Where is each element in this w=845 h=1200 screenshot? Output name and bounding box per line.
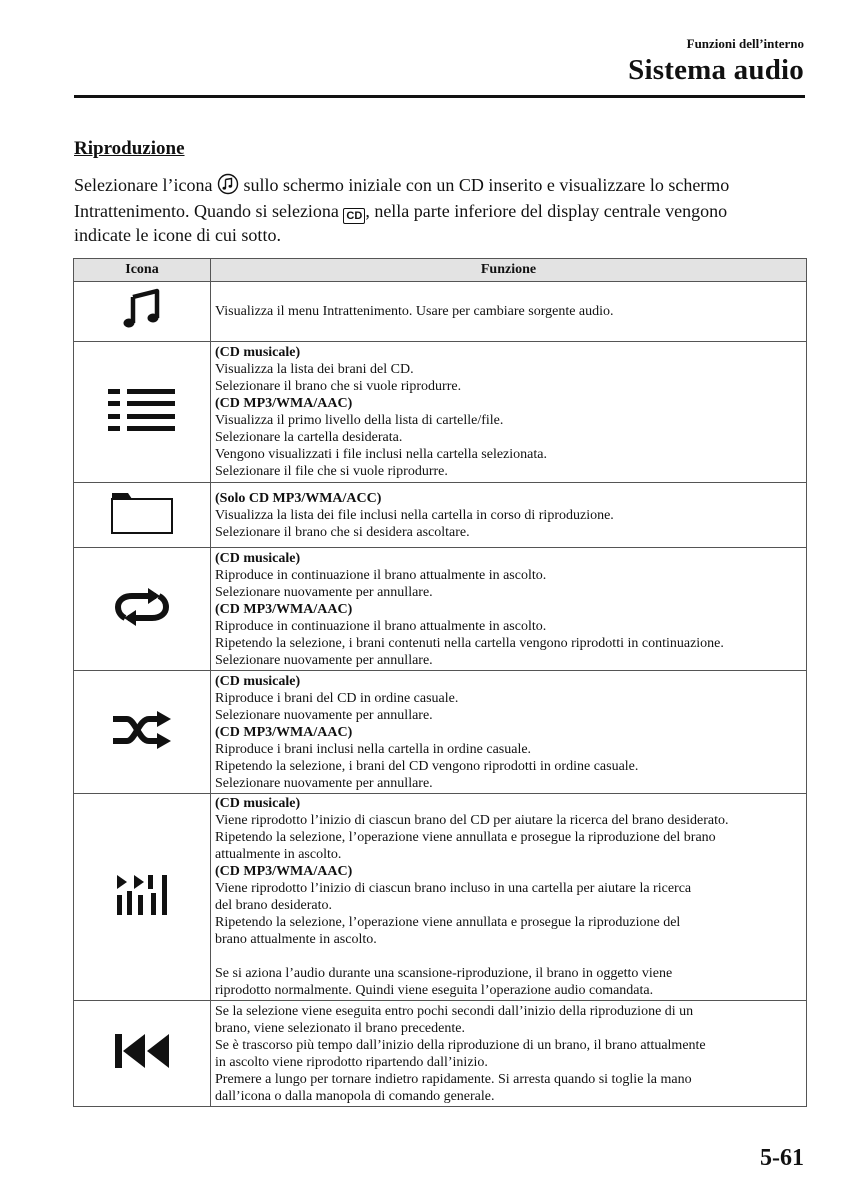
function-text: Selezionare il brano che si vuole riprodurre. [215, 379, 462, 394]
function-text: Selezionare nuovamente per annullare. [215, 707, 433, 723]
intro-line-1 [74, 173, 814, 200]
function-text: Visualizza il menu Intrattenimento. Usare per cambiare sorgente audio. [215, 304, 614, 319]
function-text: Selezionare nuovamente per annullare. [215, 652, 433, 668]
function-text: Riproduce i brani inclusi nella cartella in ordine casuale. [215, 741, 532, 757]
scan-icon [114, 906, 170, 921]
header-section-label: Funzioni dell’interno [686, 36, 804, 51]
intro-line-3: indicate le icone di cui sotto. [74, 225, 281, 245]
function-text: Selezionare nuovamente per annullare. [215, 584, 433, 600]
function-text: (CD MP3/WMA/AAC) [215, 864, 353, 879]
function-text: Se si aziona l’audio durante una scansione-riproduzione, il brano in oggetto viene [215, 966, 673, 981]
function-text: Viene riprodotto l’inizio di ciascun brano incluso in una cartella per aiutare la ricerca [215, 881, 692, 896]
function-text: (CD MP3/WMA/AAC) [215, 724, 353, 740]
function-text: dall’icona o dalla manopola di comando generale. [215, 1088, 495, 1104]
repeat-icon [112, 616, 172, 631]
function-text: del brano desiderato. [215, 898, 333, 913]
table-row [74, 282, 807, 342]
table-header-row [74, 259, 807, 282]
function-text: (CD musicale) [215, 796, 301, 811]
header-rule [74, 95, 805, 98]
music-note-icon [120, 320, 164, 335]
skip-back-icon [113, 1059, 171, 1074]
table-header-function: Funzione [211, 259, 807, 282]
function-text: Vengono visualizzati i file inclusi nella cartella selezionata. [215, 447, 547, 462]
function-text: Ripetendo la selezione, i brani del CD vengono riprodotti in ordine casuale. [215, 758, 639, 774]
table-row [74, 671, 807, 794]
function-text: Visualizza la lista dei brani del CD. [215, 362, 414, 377]
function-text: (CD MP3/WMA/AAC) [215, 601, 353, 617]
table-row [74, 548, 807, 671]
function-text: Visualizza il primo livello della lista di cartelle/file. [215, 413, 504, 428]
music-circle-icon [217, 173, 239, 200]
folder-icon [110, 524, 174, 539]
function-text: Selezionare nuovamente per annullare. [215, 775, 433, 791]
function-text: brano attualmente in ascolto. [215, 932, 377, 947]
function-text: (CD musicale) [215, 345, 301, 360]
list-icon [107, 421, 177, 436]
function-text: (Solo CD MP3/WMA/ACC) [215, 490, 382, 506]
function-text: attualmente in ascolto. [215, 847, 342, 862]
intro-text-2b: , nella parte inferiore del display centrale vengono [365, 201, 728, 221]
cd-badge-label: CD [343, 208, 365, 224]
function-text: riprodotto normalmente. Quindi viene eseguita l’operazione audio comandata. [215, 983, 654, 998]
function-text: Riproduce in continuazione il brano attualmente in ascolto. [215, 618, 547, 634]
table-row [74, 483, 807, 548]
shuffle-icon [111, 739, 173, 754]
intro-paragraph [74, 173, 814, 246]
section-title: Riproduzione [74, 138, 185, 159]
function-text: Selezionare il brano che si desidera ascoltare. [215, 524, 470, 540]
function-text: Visualizza la lista dei file inclusi nella cartella in corso di riproduzione. [215, 507, 614, 523]
function-text: Ripetendo la selezione, l’operazione viene annullata e prosegue la riproduzione del brano [215, 830, 716, 845]
function-text: in ascolto viene riprodotto ripartendo dall’inizio. [215, 1054, 488, 1070]
page-number: 5-61 [760, 1145, 804, 1171]
function-text: Ripetendo la selezione, i brani contenuti nella cartella vengono riprodotti in continuazione. [215, 635, 724, 651]
function-text: Viene riprodotto l’inizio di ciascun brano del CD per aiutare la ricerca del brano desiderato. [215, 813, 729, 828]
intro-text-1a: Selezionare l’icona [74, 175, 217, 195]
cd-badge-icon [343, 202, 365, 224]
intro-text-1b: sullo schermo iniziale con un CD inserito e visualizzare lo schermo [238, 175, 730, 195]
function-text: Selezionare il file che si vuole riprodurre. [215, 464, 448, 479]
function-text: Se è trascorso più tempo dall’inizio della riproduzione di un brano, il brano attualmente [215, 1037, 706, 1053]
function-text: brano, viene selezionato il brano precedente. [215, 1020, 465, 1036]
table-header-icon: Icona [74, 259, 211, 282]
function-text: Premere a lungo per tornare indietro rapidamente. Si arresta quando si toglie la mano [215, 1071, 692, 1087]
intro-line-2 [74, 200, 814, 224]
function-text: Se la selezione viene eseguita entro pochi secondi dall’inizio della riproduzione di un [215, 1003, 694, 1019]
function-text: (CD musicale) [215, 673, 301, 689]
function-text: (CD MP3/WMA/AAC) [215, 396, 353, 411]
function-text: Riproduce in continuazione il brano attualmente in ascolto. [215, 567, 547, 583]
function-text: Ripetendo la selezione, l’operazione viene annullata e prosegue la riproduzione del [215, 915, 681, 930]
function-text: Selezionare la cartella desiderata. [215, 430, 403, 445]
function-text: (CD musicale) [215, 550, 301, 566]
function-text: Riproduce i brani del CD in ordine casuale. [215, 690, 459, 706]
intro-text-2a: Intrattenimento. Quando si seleziona [74, 201, 344, 221]
table-row [74, 342, 807, 483]
table-row [74, 794, 807, 1001]
table-row [74, 1001, 807, 1107]
icon-function-table [73, 258, 807, 1107]
page-title: Sistema audio [628, 54, 804, 86]
